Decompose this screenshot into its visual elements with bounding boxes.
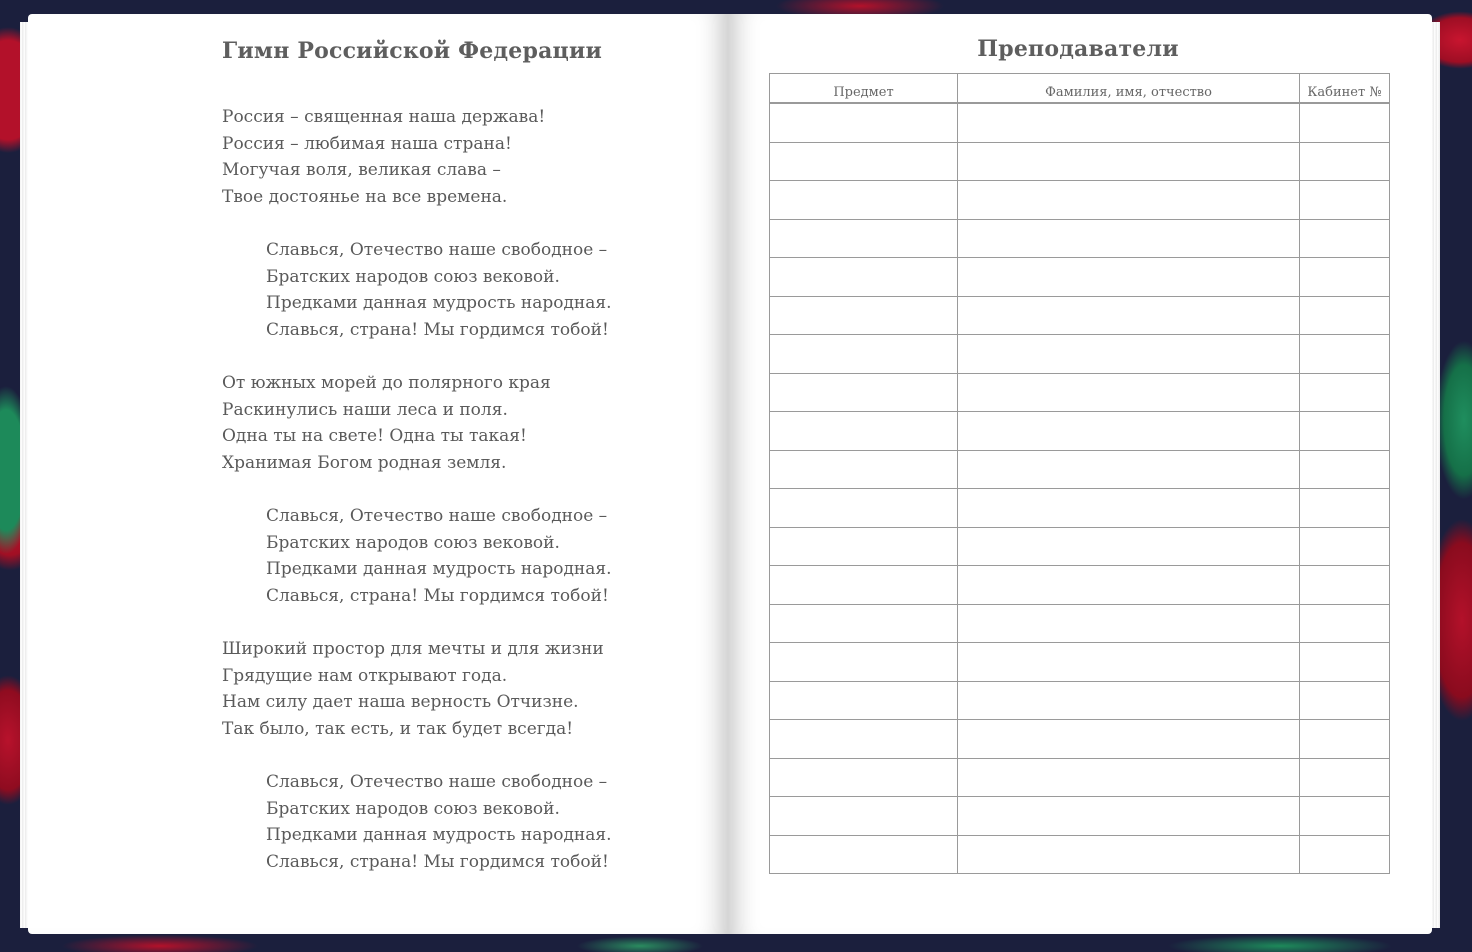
anthem-line: Славься, Отечество наше свободное – [266,506,608,526]
full-name-cell [958,489,1300,528]
room-cell [1300,566,1390,605]
anthem-line: Раскинулись наши леса и поля. [222,399,508,420]
room-cell [1300,296,1390,335]
room-cell [1300,797,1390,836]
anthem-line: Славься, страна! Мы гордимся тобой! [266,319,609,340]
anthem-line: Братских народов союз вековой. [266,798,560,819]
anthem-title: Гимн Российской Федерации [222,38,603,64]
anthem-line: Предками данная мудрость народная. [266,293,612,313]
table-row [770,219,1390,258]
full-name-cell [958,527,1300,566]
room-cell [1300,604,1390,643]
anthem-line: От южных морей до полярного края [222,373,551,393]
column-header-subject: Предмет [770,74,958,104]
teachers-table-body [770,103,1390,874]
table-row [770,643,1390,682]
anthem-line: Так было, так есть, и так будет всегда! [222,718,574,739]
anthem-line: Широкий простор для мечты и для жизни [222,639,604,659]
subject-cell [770,103,958,142]
subject-cell [770,258,958,297]
subject-cell [770,296,958,335]
teachers-table-header [770,74,1390,104]
anthem-chorus-2 [266,503,706,609]
room-cell [1300,103,1390,142]
full-name-cell [958,335,1300,374]
table-row [770,103,1390,142]
subject-cell [770,181,958,220]
full-name-cell [958,296,1300,335]
anthem-line: Грядущие нам открывают года. [222,665,508,686]
full-name-cell [958,450,1300,489]
room-cell [1300,720,1390,759]
table-row [770,681,1390,720]
anthem-line: Одна ты на свете! Одна ты такая! [222,426,527,446]
table-row [770,797,1390,836]
subject-cell [770,835,958,874]
anthem-line: Россия – священная наша держава! [222,107,546,127]
table-row [770,181,1390,220]
room-cell [1300,758,1390,797]
anthem-line: Братских народов союз вековой. [266,266,560,287]
subject-cell [770,604,958,643]
anthem-line: Могучая воля, великая слава – [222,160,501,180]
anthem-line: Славься, страна! Мы гордимся тобой! [266,585,609,606]
room-cell [1300,681,1390,720]
table-row [770,527,1390,566]
subject-cell [770,142,958,181]
subject-cell [770,643,958,682]
anthem-line: Предками данная мудрость народная. [266,825,612,845]
anthem-line: Славься, страна! Мы гордимся тобой! [266,851,609,872]
anthem-chorus-3 [266,769,706,875]
full-name-cell [958,219,1300,258]
room-cell [1300,373,1390,412]
anthem-line: Предками данная мудрость народная. [266,559,612,579]
anthem-line: Славься, Отечество наше свободное – [266,772,608,792]
table-row [770,450,1390,489]
anthem-verse-2 [222,370,662,476]
full-name-cell [958,258,1300,297]
column-header-full-name: Фамилия, имя, отчество [958,74,1300,104]
full-name-cell [958,758,1300,797]
room-cell [1300,335,1390,374]
full-name-cell [958,681,1300,720]
subject-cell [770,219,958,258]
full-name-cell [958,835,1300,874]
full-name-cell [958,604,1300,643]
anthem-line: Хранимая Богом родная земля. [222,452,507,473]
table-row [770,835,1390,874]
table-row [770,758,1390,797]
room-cell [1300,412,1390,451]
subject-cell [770,566,958,605]
table-row [770,373,1390,412]
teachers-table [769,73,1390,874]
table-row [770,335,1390,374]
subject-cell [770,373,958,412]
room-cell [1300,181,1390,220]
table-row [770,296,1390,335]
anthem-line: Нам силу дает наша верность Отчизне. [222,692,579,712]
subject-cell [770,335,958,374]
anthem-line: Твое достоянье на все времена. [222,186,508,207]
room-cell [1300,489,1390,528]
table-row [770,566,1390,605]
table-row [770,720,1390,759]
table-row [770,258,1390,297]
room-cell [1300,142,1390,181]
anthem-verse-3 [222,636,662,742]
subject-cell [770,720,958,759]
subject-cell [770,450,958,489]
full-name-cell [958,643,1300,682]
table-row [770,412,1390,451]
room-cell [1300,527,1390,566]
subject-cell [770,489,958,528]
room-cell [1300,450,1390,489]
column-header-room: Кабинет № [1300,74,1390,104]
table-row [770,142,1390,181]
subject-cell [770,412,958,451]
subject-cell [770,758,958,797]
room-cell [1300,643,1390,682]
full-name-cell [958,103,1300,142]
anthem-line: Братских народов союз вековой. [266,532,560,553]
full-name-cell [958,720,1300,759]
full-name-cell [958,373,1300,412]
full-name-cell [958,797,1300,836]
anthem-chorus-1 [266,237,706,343]
subject-cell [770,527,958,566]
full-name-cell [958,566,1300,605]
table-row [770,489,1390,528]
full-name-cell [958,142,1300,181]
teachers-title: Преподаватели [977,36,1179,62]
room-cell [1300,258,1390,297]
room-cell [1300,835,1390,874]
anthem-verse-1 [222,104,662,210]
anthem-line: Славься, Отечество наше свободное – [266,240,608,260]
full-name-cell [958,181,1300,220]
subject-cell [770,797,958,836]
room-cell [1300,219,1390,258]
full-name-cell [958,412,1300,451]
subject-cell [770,681,958,720]
anthem-line: Россия – любимая наша страна! [222,133,512,154]
table-row [770,604,1390,643]
